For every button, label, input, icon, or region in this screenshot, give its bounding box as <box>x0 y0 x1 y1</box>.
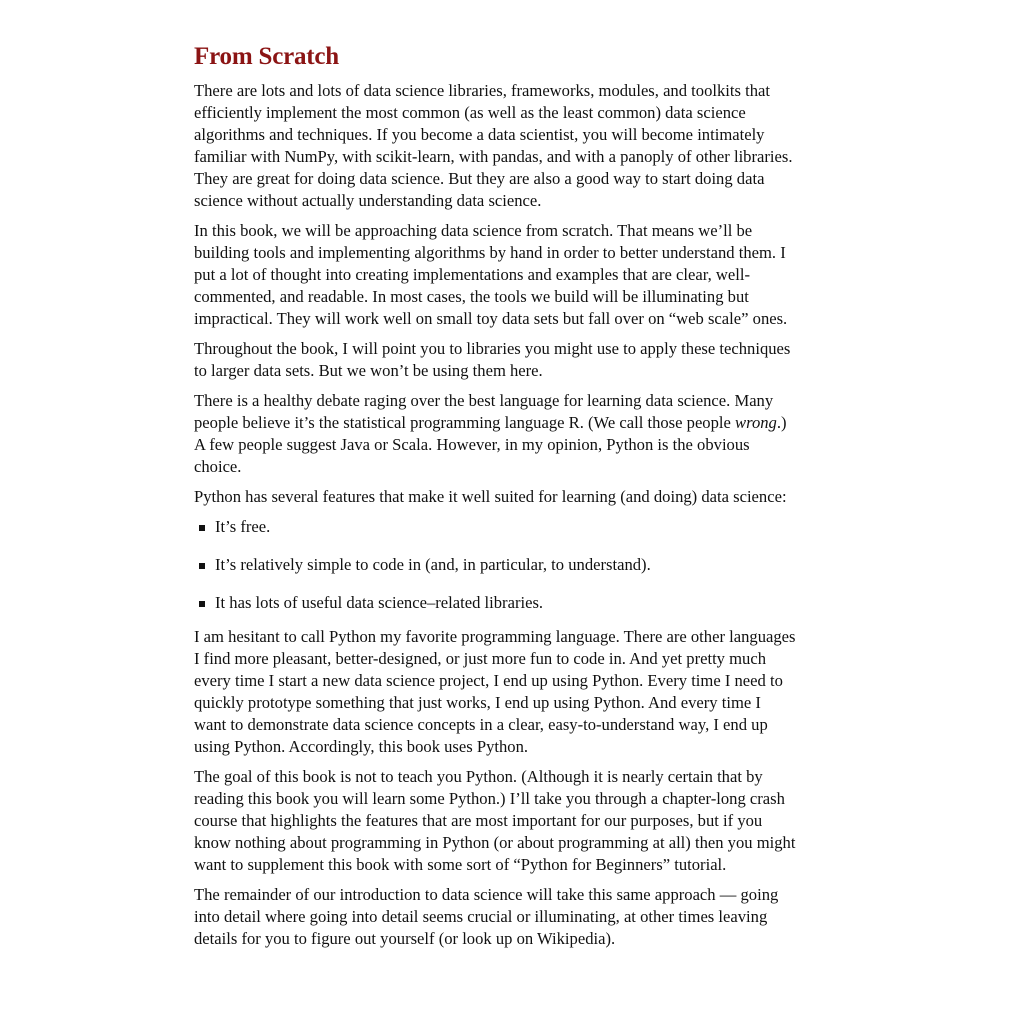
list-item <box>194 554 844 576</box>
text-line: want to supplement this book with some sort of “Python for Beginners” tutorial. <box>194 855 727 874</box>
text-line: into detail where going into detail seems crucial or illuminating, at other times leaving <box>194 907 768 926</box>
text-line: commented, and readable. In most cases, the tools we build will be illuminating but <box>194 287 749 306</box>
text-line: reading this book you will learn some Python.) I’ll take you through a chapter-long crash <box>194 789 785 808</box>
square-bullet-icon <box>199 601 205 607</box>
text-line: choice. <box>194 457 242 476</box>
text-line: They are great for doing data science. But they are also a good way to start doing data <box>194 169 765 188</box>
text-line: Throughout the book, I will point you to libraries you might use to apply these techniques <box>194 339 791 358</box>
paragraph-libraries-pointer <box>194 338 844 382</box>
text-segment: .) <box>776 413 787 432</box>
text-segment: people believe it’s the statistical programming language R. (We call those people <box>194 413 736 432</box>
text-line: course that highlights the features that are most important for our purposes, but if you <box>194 811 763 830</box>
text-line: every time I start a new data science project, I end up using Python. Every time I need to <box>194 671 783 690</box>
text-line: using Python. Accordingly, this book uses Python. <box>194 737 529 756</box>
text-line: impractical. They will work well on small toy data sets but fall over on “web scale” ones. <box>194 309 788 328</box>
python-features-list <box>194 516 844 614</box>
text-line: algorithms and techniques. If you become a data scientist, you will become intimately <box>194 125 765 144</box>
text-line: There is a healthy debate raging over the best language for learning data science. Many <box>194 391 774 410</box>
emphasis-text: wrong <box>735 413 777 432</box>
text-line: The remainder of our introduction to data science will take this same approach — going <box>194 885 779 904</box>
text-line: In this book, we will be approaching data science from scratch. That means we’ll be <box>194 221 753 240</box>
text-line: Python has several features that make it well suited for learning (and doing) data science: <box>194 487 787 506</box>
text-line: details for you to figure out yourself (or look up on Wikipedia). <box>194 929 616 948</box>
square-bullet-icon <box>199 563 205 569</box>
paragraph-language-debate <box>194 390 844 478</box>
text-line: There are lots and lots of data science libraries, frameworks, modules, and toolkits that <box>194 81 770 100</box>
paragraph-libraries <box>194 80 844 212</box>
paragraph-remainder <box>194 884 844 950</box>
text-line: A few people suggest Java or Scala. However, in my opinion, Python is the obvious <box>194 435 750 454</box>
text-line: building tools and implementing algorithms by hand in order to better understand them. I <box>194 243 786 262</box>
list-item-text: It’s relatively simple to code in (and, in particular, to understand). <box>215 555 651 574</box>
text-line: to larger data sets. But we won’t be using them here. <box>194 361 543 380</box>
text-line: The goal of this book is not to teach you Python. (Although it is nearly certain that by <box>194 767 763 786</box>
text-line <box>194 412 844 434</box>
text-line: quickly prototype something that just works, I end up using Python. And every time I <box>194 693 761 712</box>
text-line: efficiently implement the most common (as well as the least common) data science <box>194 103 746 122</box>
book-page <box>194 40 844 958</box>
square-bullet-icon <box>199 525 205 531</box>
list-item <box>194 592 844 614</box>
list-item <box>194 516 844 538</box>
text-line: know nothing about programming in Python (or about programming at all) then you might <box>194 833 796 852</box>
paragraph-python-features-intro <box>194 486 844 508</box>
paragraph-from-scratch <box>194 220 844 330</box>
paragraph-favorite-language <box>194 626 844 758</box>
text-line: familiar with NumPy, with scikit-learn, with pandas, and with a panoply of other libraries. <box>194 147 793 166</box>
section-heading: From Scratch <box>194 43 340 70</box>
text-line: I find more pleasant, better-designed, or just more fun to code in. And yet pretty much <box>194 649 766 668</box>
list-item-text: It’s free. <box>215 517 271 536</box>
text-line: put a lot of thought into creating implementations and examples that are clear, well- <box>194 265 750 284</box>
text-line: I am hesitant to call Python my favorite programming language. There are other languages <box>194 627 796 646</box>
text-line: science without actually understanding data science. <box>194 191 542 210</box>
paragraph-book-goal <box>194 766 844 876</box>
list-item-text: It has lots of useful data science–related libraries. <box>215 593 544 612</box>
text-line: want to demonstrate data science concepts in a clear, easy-to-understand way, I end up <box>194 715 768 734</box>
